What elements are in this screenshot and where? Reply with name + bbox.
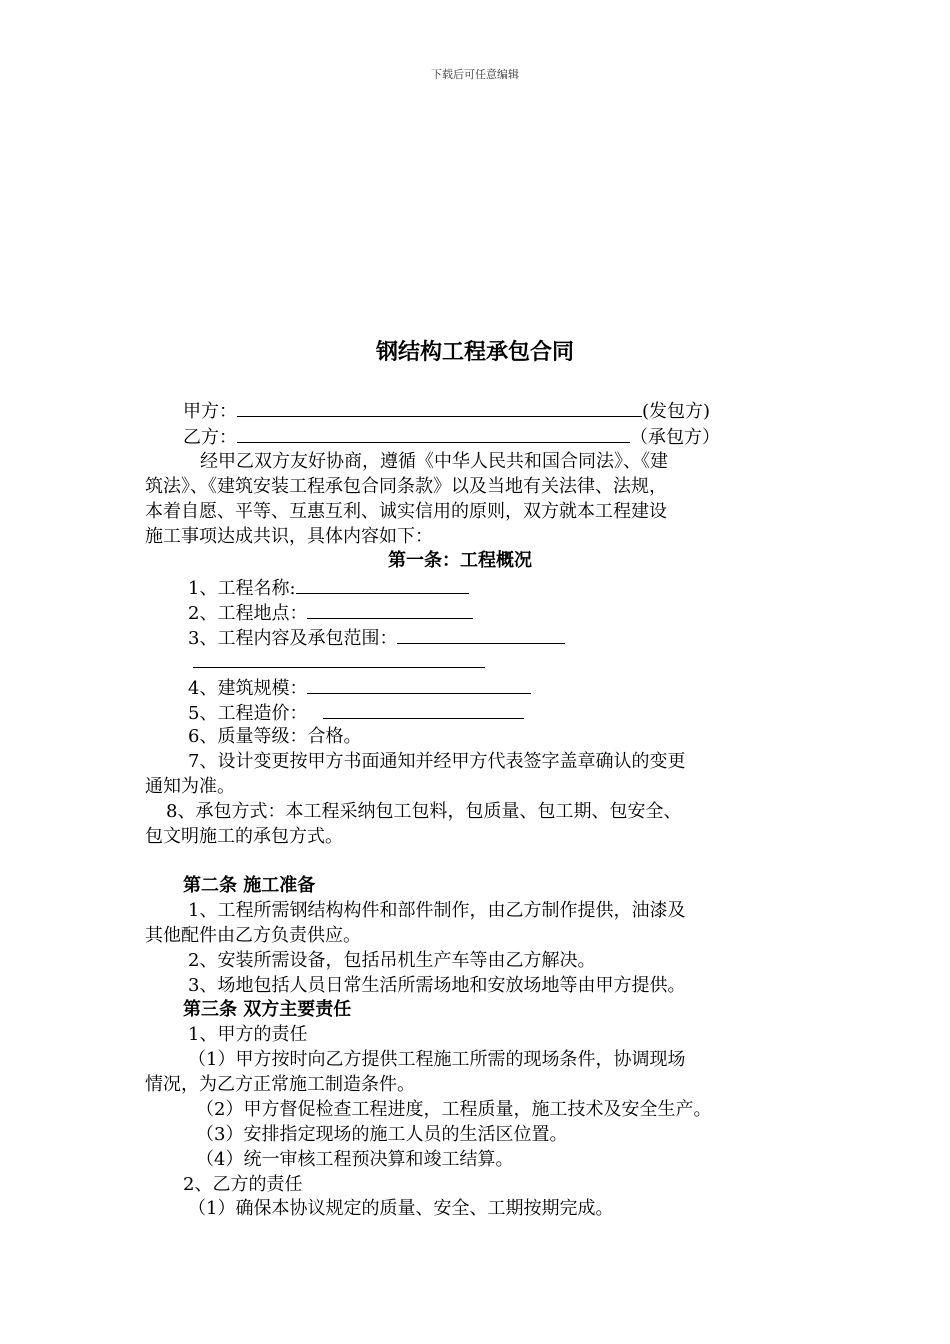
project-scope-label: 3、工程内容及承包范围：	[188, 628, 398, 649]
article2-item1-line1: 1、工程所需钢结构构件和部件制作，由乙方制作提供，油漆及	[188, 900, 686, 921]
article1-item7-line1: 7、设计变更按甲方书面通知并经甲方代表签字盖章确认的变更	[188, 751, 686, 772]
article1-item7-line2: 通知为准。	[145, 776, 235, 797]
article3-a1-line2: 情况，为乙方正常施工制造条件。	[145, 1074, 415, 1095]
party-b-line	[183, 424, 720, 450]
article3-a3: （3）安排指定现场的施工人员的生活区位置。	[196, 1124, 568, 1145]
project-cost-label: 5、工程造价：	[188, 703, 308, 724]
article1-item2	[188, 600, 473, 626]
article3-a2: （2）甲方督促检查工程进度，工程质量，施工技术及安全生产。	[196, 1099, 712, 1120]
project-scope-blank[interactable]	[397, 625, 565, 644]
project-cost-blank[interactable]	[323, 700, 524, 719]
preamble-line-1: 经甲乙双方友好协商，遵循《中华人民共和国合同法》、《建	[200, 451, 668, 472]
party-b-suffix: （承包方）	[630, 427, 720, 448]
header-note: 下载后可任意编辑	[431, 68, 519, 81]
party-a-line	[183, 398, 710, 424]
document-title: 钢结构工程承包合同	[375, 340, 574, 365]
article1-item6: 6、质量等级：合格。	[188, 726, 362, 747]
preamble-line-3: 本着自愿、平等、互惠互利、诚实信用的原则，双方就本工程建设	[145, 501, 667, 522]
party-a-label: 甲方：	[183, 401, 237, 422]
article3-a1-line1: （1）甲方按时向乙方提供工程施工所需的现场条件，协调现场	[188, 1049, 686, 1070]
article3-b1: （1）确保本协议规定的质量、安全、工期按期完成。	[188, 1198, 614, 1219]
party-b-label: 乙方：	[183, 427, 237, 448]
preamble-line-4: 施工事项达成共识，具体内容如下：	[145, 526, 433, 547]
project-name-blank[interactable]	[296, 575, 469, 594]
article3-heading: 第三条 双方主要责任	[183, 999, 352, 1020]
building-scale-blank[interactable]	[307, 675, 531, 694]
article2-item1-line2: 其他配件由乙方负责供应。	[145, 925, 361, 946]
party-a-suffix: (发包方)	[642, 401, 711, 422]
project-name-label: 1、工程名称:	[188, 578, 296, 599]
article3-a4: （4）统一审核工程预决算和竣工结算。	[196, 1149, 514, 1170]
article2-item3: 3、场地包括人员日常生活所需场地和安放场地等由甲方提供。	[188, 975, 686, 996]
article1-item8-line1: 8、承包方式：本工程采纳包工包料，包质量、包工期、包安全、	[166, 801, 682, 822]
project-location-blank[interactable]	[307, 600, 473, 619]
article1-item1	[188, 575, 469, 601]
article1-item8-line2: 包文明施工的承包方式。	[145, 826, 343, 847]
article1-heading: 第一条：工程概况	[388, 550, 532, 571]
article2-heading: 第二条 施工准备	[183, 875, 316, 896]
party-a-blank[interactable]	[237, 398, 642, 417]
preamble-line-2: 筑法》、《建筑安装工程承包合同条款》以及当地有关法律、法规，	[145, 476, 667, 497]
project-scope-blank-continued[interactable]	[193, 665, 485, 668]
building-scale-label: 4、建筑规模：	[188, 678, 308, 699]
party-b-blank[interactable]	[237, 424, 630, 443]
article3-sub2: 2、乙方的责任	[183, 1174, 303, 1195]
article1-item5	[188, 700, 524, 726]
article2-item2: 2、安装所需设备，包括吊机生产车等由乙方解决。	[188, 950, 596, 971]
article1-item4	[188, 675, 531, 701]
article3-sub1: 1、甲方的责任	[188, 1024, 308, 1045]
article1-item3	[188, 625, 565, 651]
project-location-label: 2、工程地点：	[188, 603, 308, 624]
